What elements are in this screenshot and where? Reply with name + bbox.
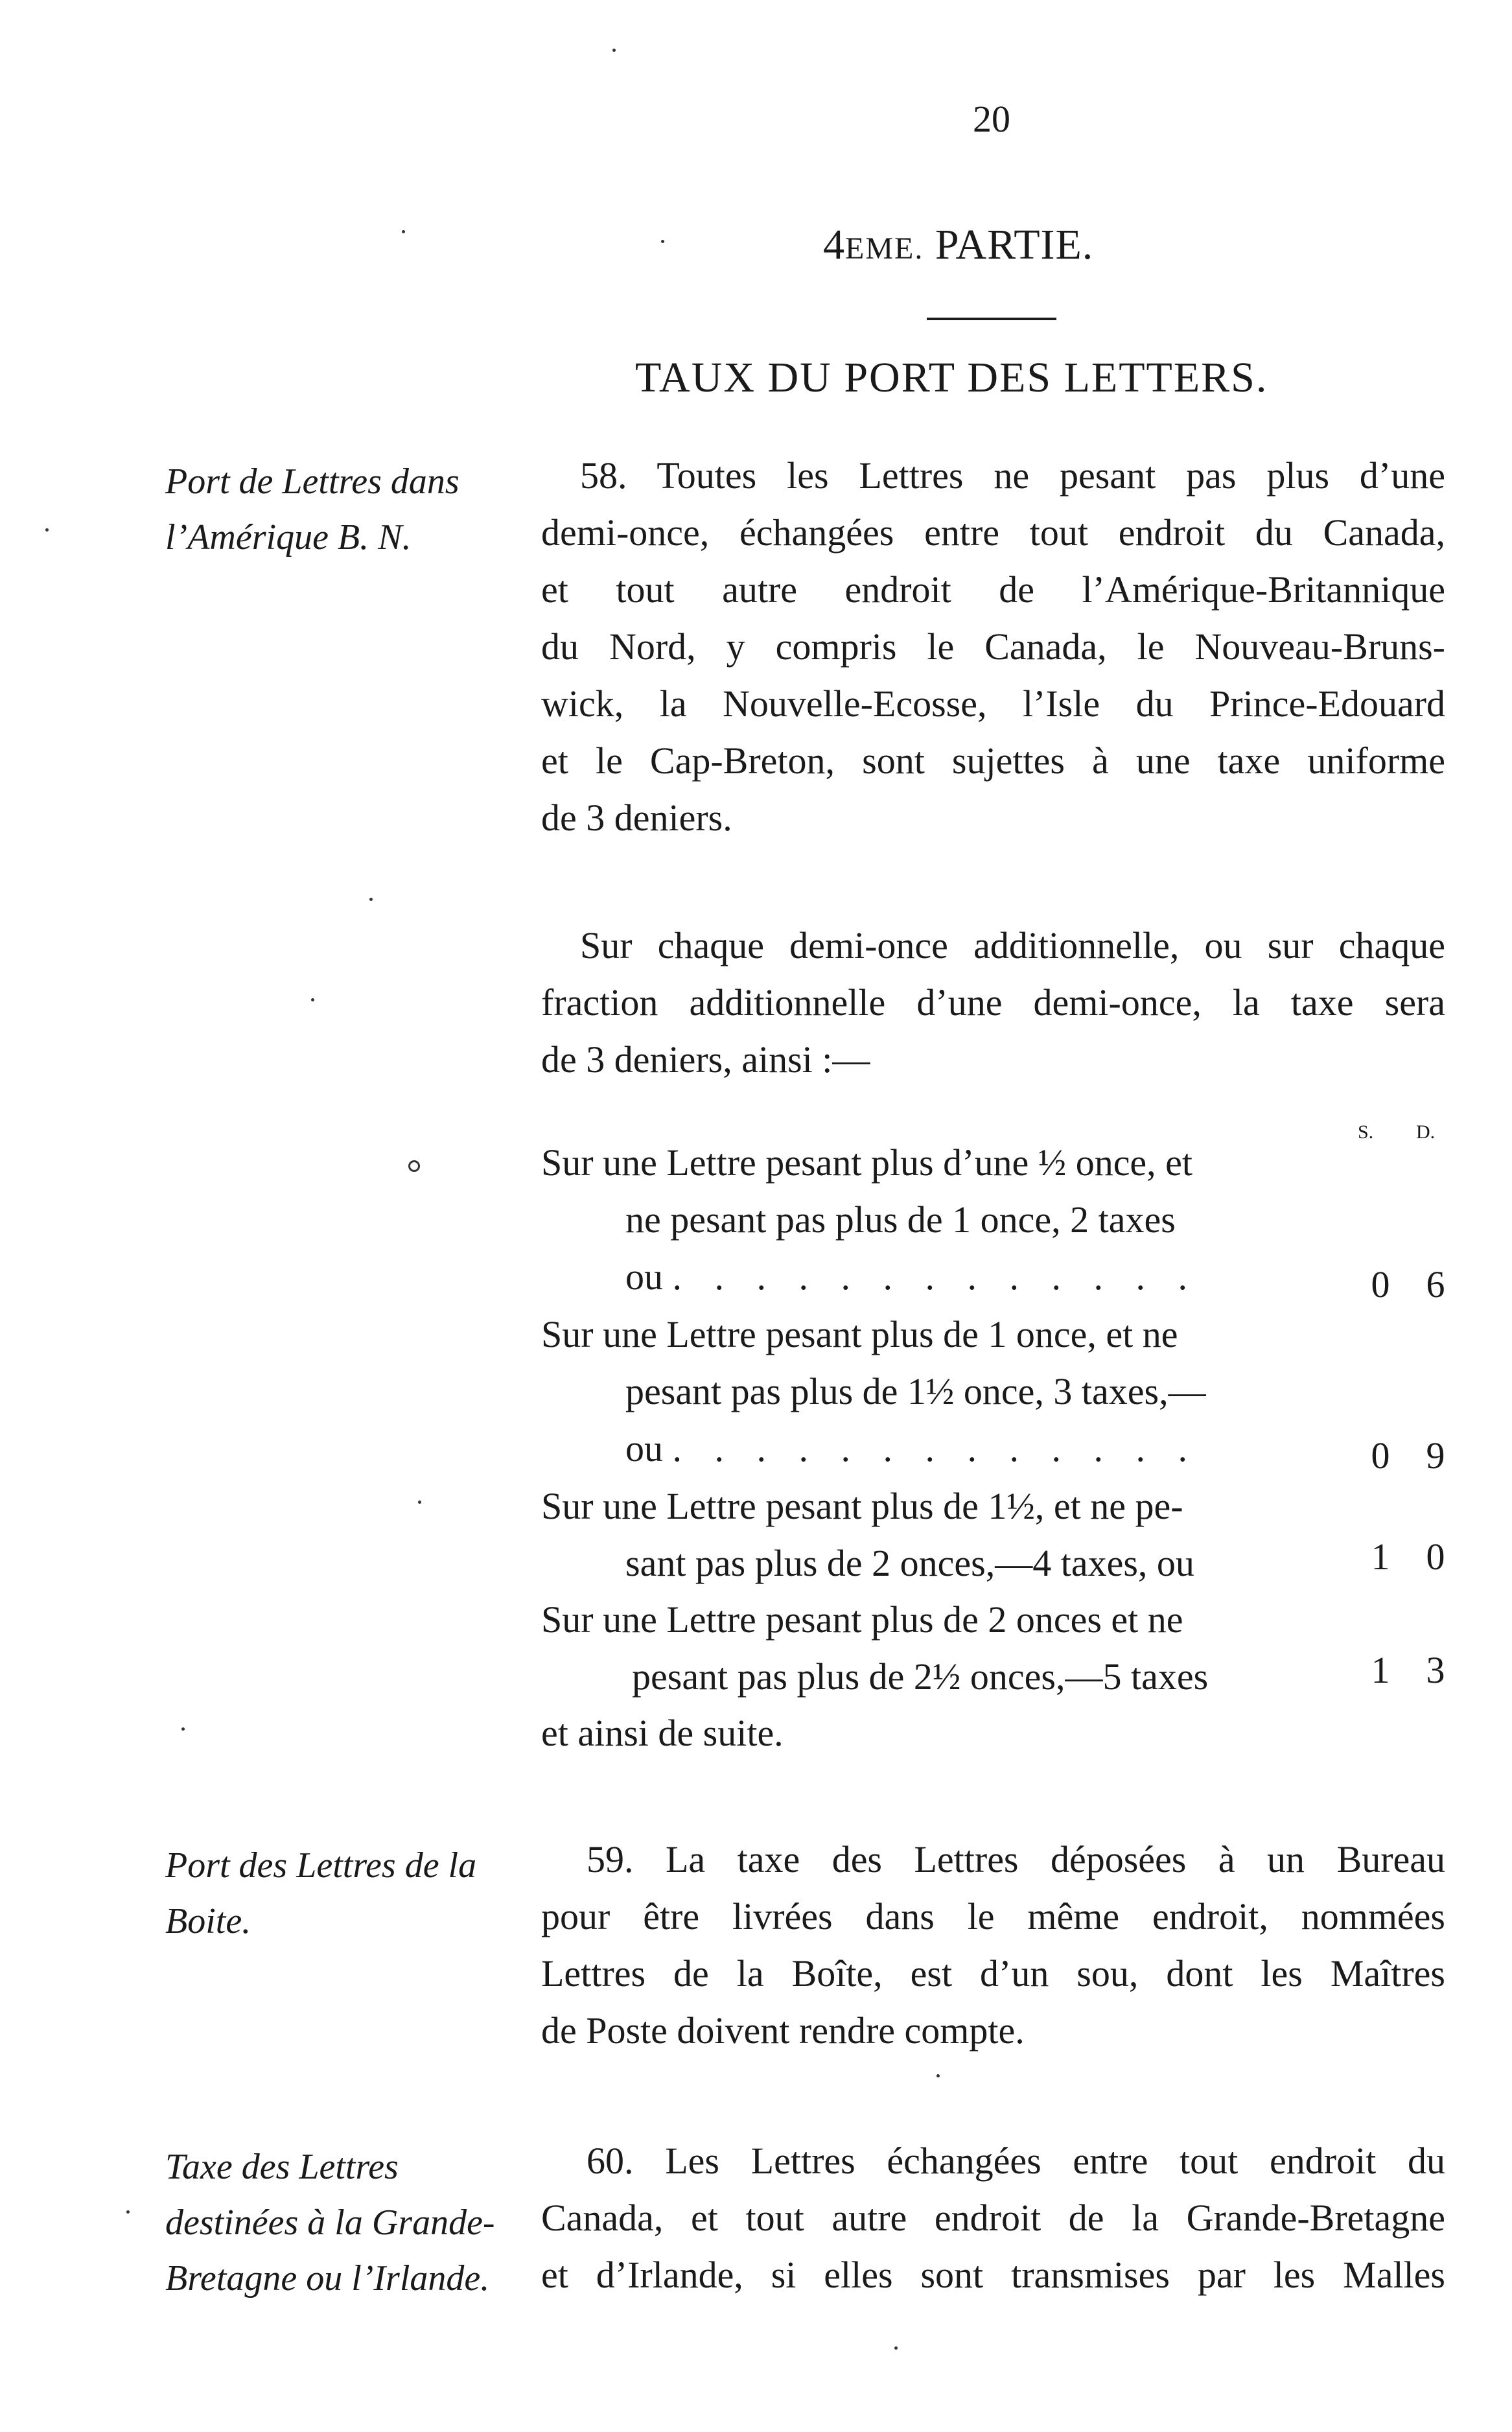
paragraph-58 (541, 447, 1445, 847)
margin-note-59: Port des Lettres de la Boite. (165, 1845, 477, 1941)
rate-row (541, 1306, 1206, 1477)
rate-pence: 0 (1426, 1536, 1445, 1578)
section-title: TAUX DU PORT DES LETTERS. (635, 354, 1268, 401)
scan-speck (408, 1160, 420, 1172)
rate-row-line: ne pesant pas plus de 1 once, 2 taxes (625, 1198, 1176, 1241)
paragraph-line: demi-once, échangées entre tout endroit du Canada, (541, 511, 1445, 554)
column-header-d: D. (1416, 1121, 1436, 1143)
rate-closing: et ainsi de suite. (541, 1712, 784, 1754)
scan-speck (369, 898, 373, 901)
rate-pence: 6 (1426, 1263, 1445, 1305)
paragraph-line: pour être livrées dans le même endroit, nommées (541, 1895, 1445, 1937)
heading-rule (927, 318, 1056, 320)
margin-note-58: Port de Lettres dans l’Amérique B. N. (165, 462, 459, 557)
rate-shillings: 0 (1371, 1263, 1390, 1305)
margin-note-60: Taxe des Lettres destinées à la Grande-Bretagne ou l’Irlande. (165, 2147, 495, 2298)
paragraph-line: 58. Toutes les Lettres ne pesant pas plus d’une (580, 454, 1445, 497)
rate-row (541, 1478, 1194, 1592)
scan-speck (126, 2210, 130, 2214)
paragraph-line: fraction additionnelle d’une demi-once, la taxe sera (541, 981, 1445, 1023)
rate-row-line: sant pas plus de 2 onces,—4 taxes, ou (625, 1542, 1194, 1584)
paragraph-59 (541, 1831, 1445, 2059)
rate-row-line: pesant pas plus de 1½ once, 3 taxes,— (625, 1370, 1206, 1412)
rate-row-line: Sur une Lettre pesant plus de 2 onces et ne (541, 1598, 1183, 1641)
paragraph-line: wick, la Nouvelle-Ecosse, l’Isle du Prince-Edouard (541, 683, 1445, 725)
rate-row (541, 1591, 1208, 1705)
paragraph-line: et le Cap-Breton, sont sujettes à une taxe uniforme (541, 740, 1445, 782)
scan-speck (181, 1727, 185, 1731)
part-word: PARTIE. (935, 221, 1094, 268)
page-number: 20 (973, 98, 1010, 140)
rate-row (541, 1134, 1345, 1305)
column-header-s: S. (1358, 1121, 1374, 1143)
scan-speck (936, 2074, 940, 2077)
paragraph-60 (541, 2133, 1445, 2304)
scan-speck (418, 1501, 421, 1504)
rate-row-line: ou (625, 1427, 663, 1469)
rate-shillings: 1 (1371, 1649, 1390, 1691)
rate-pence: 3 (1426, 1649, 1445, 1691)
paragraph-line: de 3 deniers. (541, 797, 732, 839)
scan-speck (402, 230, 405, 233)
part-heading (823, 220, 1093, 270)
paragraph-rates-intro (541, 917, 1445, 1088)
rate-row-line: Sur une Lettre pesant plus de 1½, et ne pe- (541, 1485, 1183, 1527)
paragraph-line: du Nord, y compris le Canada, le Nouveau-Bruns- (541, 626, 1445, 668)
dot-leader: . . . . . . . . . . . . . (672, 1256, 1199, 1298)
rate-shillings: 1 (1371, 1536, 1390, 1578)
paragraph-line: Canada, et tout autre endroit de la Grande-Bretagne (541, 2197, 1445, 2239)
rate-shillings: 0 (1371, 1434, 1390, 1477)
paragraph-line: de 3 deniers, ainsi :— (541, 1038, 870, 1081)
rate-row-line: Sur une Lettre pesant plus de 1 once, et ne (541, 1313, 1178, 1355)
rate-row-line: ou (625, 1256, 663, 1298)
paragraph-line: 59. La taxe des Lettres déposées à un Bureau (587, 1838, 1445, 1880)
scan-speck (661, 240, 664, 243)
dot-leader: . . . . . . . . . . . . . (672, 1427, 1199, 1469)
scan-speck (45, 528, 49, 532)
part-suffix: EME. (845, 231, 924, 266)
paragraph-line: Lettres de la Boîte, est d’un sou, dont les Maîtres (541, 1952, 1445, 1994)
scan-speck (311, 998, 314, 1001)
rate-pence: 9 (1426, 1434, 1445, 1477)
part-number: 4 (823, 221, 845, 268)
paragraph-line: de Poste doivent rendre compte. (541, 2009, 1025, 2052)
paragraph-line: et tout autre endroit de l’Amérique-Britannique (541, 568, 1445, 611)
paragraph-line: 60. Les Lettres échangées entre tout endroit du (587, 2140, 1445, 2182)
scan-speck (894, 2346, 898, 2350)
rate-row-line: pesant pas plus de 2½ onces,—5 taxes (632, 1655, 1209, 1698)
scan-speck (612, 49, 616, 52)
paragraph-line: Sur chaque demi-once additionnelle, ou sur chaque (580, 924, 1445, 966)
paragraph-line: et d’Irlande, si elles sont transmises par les Malles (541, 2254, 1445, 2296)
rate-row-line: Sur une Lettre pesant plus d’une ½ once, et (541, 1141, 1193, 1184)
